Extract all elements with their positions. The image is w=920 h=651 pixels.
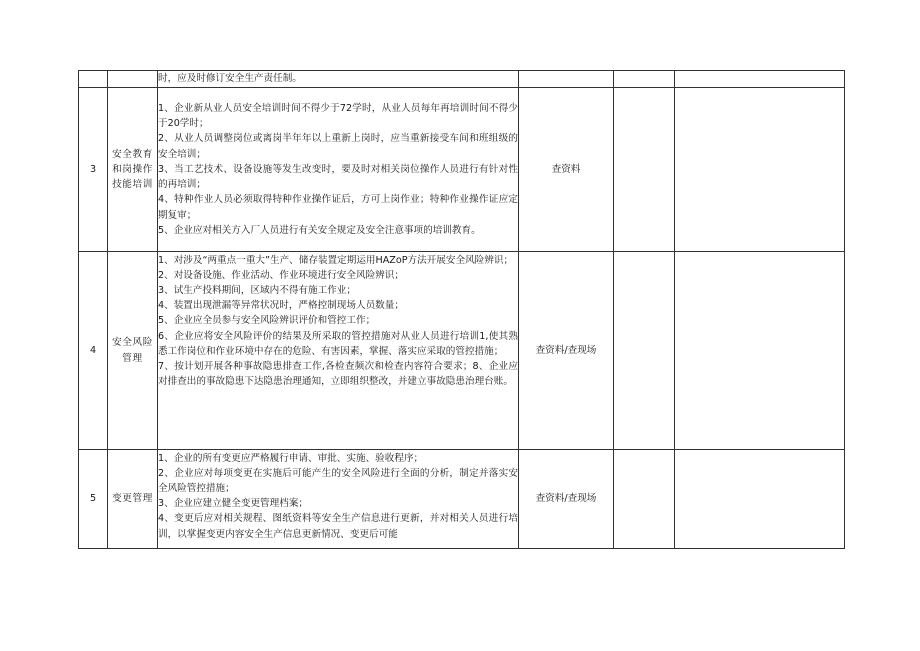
table-row	[79, 88, 845, 252]
requirement-line: 2、从业人员调整岗位或离岗半年年以上重新上岗时，应当重新接受车间和班组级的安全培训；	[158, 133, 518, 160]
requirements-cell	[158, 71, 519, 88]
requirement-line: 3、试生产投料期间，区域内不得有施工作业；	[158, 284, 356, 296]
requirement-line: 4、装置出现泄漏等异常状况时，严格控制现场人员数量；	[158, 300, 404, 312]
check-method: 查资料/查现场	[519, 252, 614, 450]
requirement-line: 1、企业新从业人员安全培训时间不得少于72学时，从业人员每年再培训时间不得少于20学时；	[158, 103, 518, 130]
requirement-line: 5、企业应对相关方入厂人员进行有关安全规定及安全注意事项的培训教育。	[158, 224, 481, 236]
requirement-line: 时，应及时修订安全生产责任制。	[158, 73, 302, 85]
requirement-line: 7、按计划开展各种事故隐患排查工作,各检查频次和检查内容符合要求；8、企业应对排查出的事故隐患下达隐患治理通知，立即组织整改，并建立事故隐患治理台账。	[158, 360, 518, 388]
requirements-cell	[158, 450, 519, 549]
check-method: 查资料	[519, 88, 614, 252]
requirement-line: 5、企业应全员参与安全风险辨识评价和管控工作；	[158, 315, 376, 327]
check-method	[519, 71, 614, 88]
result-cell	[614, 88, 675, 252]
result-cell	[614, 252, 675, 450]
remark-cell	[675, 252, 845, 450]
requirement-line: 4、变更后应对相关规程、图纸资料等安全生产信息进行更新，并对相关人员进行培训，以掌握变更内容安全生产信息更新情况、变更后可能	[158, 513, 518, 540]
row-number: 4	[79, 252, 108, 450]
requirement-line: 2、对设备设施、作业活动、作业环境进行安全风险辨识；	[158, 269, 404, 281]
check-item	[108, 71, 158, 88]
remark-cell	[675, 88, 845, 252]
requirement-line: 4、特种作业人员必须取得特种作业操作证后，方可上岗作业；特种作业操作证应定期复审；	[158, 194, 518, 221]
requirements-cell	[158, 88, 519, 252]
row-number	[79, 71, 108, 88]
check-method: 查资料/查现场	[519, 450, 614, 549]
check-item: 变更管理	[108, 450, 158, 549]
requirement-line: 3、企业应建立健全变更管理档案；	[158, 498, 309, 510]
check-item: 安全教育和岗操作技能培训	[108, 88, 158, 252]
result-cell	[614, 71, 675, 88]
requirement-line: 1、企业的所有变更应严格履行申请、审批、实施、验收程序；	[158, 452, 424, 464]
row-number: 3	[79, 88, 108, 252]
requirement-line: 2、企业应对每项变更在实施后可能产生的安全风险进行全面的分析，制定并落实安全风险管控措施；	[158, 467, 518, 494]
requirement-line: 3、当工艺技术、设备设施等发生改变时，要及时对相关岗位操作人员进行有针对性的再培训；	[158, 163, 518, 191]
requirement-line: 6、企业应将安全风险评价的结果及所采取的管控措施对从业人员进行培训1,使其熟悉工作岗位和作业环境中存在的危险、有害因素，掌握、落实应采取的管控措施；	[158, 330, 518, 357]
requirement-line: 1、对涉及“两重点一重大”生产、储存装置定期运用HAZoP方法开展安全风险辨识；	[158, 254, 514, 266]
remark-cell	[675, 450, 845, 549]
inspection-checklist-table	[78, 70, 845, 549]
check-item: 安全风险管理	[108, 252, 158, 450]
remark-cell	[675, 71, 845, 88]
table-row	[79, 450, 845, 549]
result-cell	[614, 450, 675, 549]
table-row	[79, 252, 845, 450]
row-number: 5	[79, 450, 108, 549]
requirements-cell	[158, 252, 519, 450]
table-row	[79, 71, 845, 88]
